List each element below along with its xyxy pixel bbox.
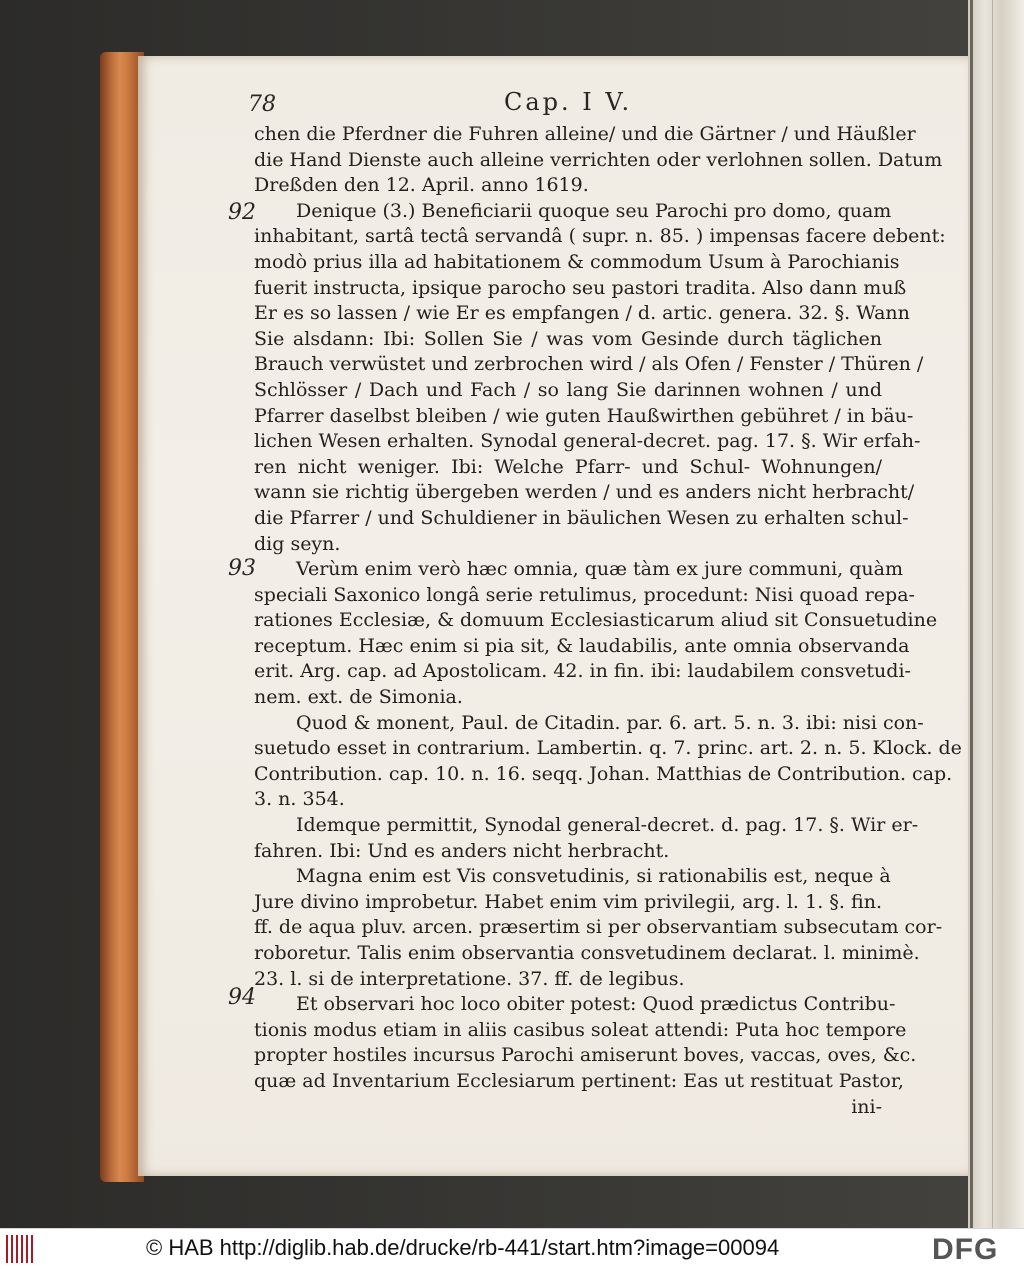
text-line: ff. de aqua pluv. arcen. præsertim si per observantiam subsecutam cor- — [254, 916, 943, 939]
page-header — [248, 86, 888, 120]
text-line: die Hand Dienste auch alleine verrichten oder verlohnen sollen. Datum — [254, 148, 943, 171]
text-line: nem. ext. de Simonia. — [254, 686, 463, 709]
text-line: modò prius illa ad habitationem & commodum Usum à Parochianis — [254, 250, 900, 273]
text-line: suetudo esset in contrarium. Lambertin. q. 7. princ. art. 2. n. 5. Klock. de — [254, 737, 962, 760]
page-stack-edge — [968, 0, 1024, 1228]
text-line: rationes Ecclesiæ, & domuum Ecclesiasticarum aliud sit Consuetudine — [254, 609, 938, 632]
copyright-link[interactable]: © HAB http://diglib.hab.de/drucke/rb-441/start.htm?image=00094 — [146, 1235, 780, 1260]
text-line: receptum. Hæc enim si pia sit, & laudabilis, ante omnia observanda — [254, 634, 910, 657]
text-line: roboretur. Talis enim observantia consvetudinem declarat. l. minimè. — [254, 942, 920, 964]
text-line: 23. l. si de interpretatione. 37. ff. de legibus. — [254, 967, 685, 990]
text-line: dig seyn. — [254, 532, 341, 555]
text-line: Jure divino improbetur. Habet enim vim privilegii, arg. l. 1. §. fin. — [254, 890, 882, 913]
margin-number-93: 93 — [228, 556, 256, 581]
text-line: quæ ad Inventarium Ecclesiarum pertinent: Eas ut restituat Pastor, — [254, 1069, 904, 1092]
margin-number-94: 94 — [228, 985, 256, 1010]
text-line: 3. n. 354. — [254, 788, 345, 811]
text-line: wann sie richtig übergeben werden / und es anders nicht herbracht/ — [254, 481, 915, 504]
text-line: die Pfarrer / und Schuldiener in bäulichen Wesen zu erhalten schul- — [254, 506, 909, 529]
page-text — [254, 122, 962, 1120]
text-line: Denique (3.) Beneficiarii quoque seu Parochi pro domo, quam — [296, 199, 892, 222]
text-line: Verùm enim verò hæc omnia, quæ tàm ex jure communi, quàm — [296, 558, 903, 581]
text-line: Et observari hoc loco obiter potest: Quod prædictus Contribu- — [296, 993, 896, 1016]
text-line: Pfarrer daselbst bleiben / wie guten Haußwirthen gebühret / in bäu- — [254, 404, 914, 427]
text-line: chen die Pferdner die Fuhren alleine/ und die Gärtner / und Häußler — [254, 123, 916, 145]
text-line: tionis modus etiam in aliis casibus soleat attendi: Puta hoc tempore — [254, 1018, 907, 1041]
text-line: Er es so lassen / wie Er es empfangen / d. artic. genera. 32. §. Wann — [254, 302, 910, 325]
text-line: Idemque permittit, Synodal general-decret. d. pag. 17. §. Wir er- — [296, 814, 919, 837]
text-line: Magna enim est Vis consvetudinis, si rationabilis est, neque à — [296, 865, 891, 888]
text-line: Dreßden den 12. April. anno 1619. — [254, 174, 589, 197]
text-line: Schlösser / Dach und Fach / so lang Sie darinnen wohnen / und — [254, 378, 882, 401]
text-line: lichen Wesen erhalten. Synodal general-decret. pag. 17. §. Wir erfah- — [254, 430, 921, 453]
text-line: propter hostiles incursus Parochi amiserunt boves, vaccas, oves, &c. — [254, 1044, 917, 1067]
hab-logo-icon — [4, 1235, 38, 1263]
page-number: 78 — [248, 92, 276, 117]
dfg-logo: DFG — [932, 1233, 999, 1266]
chapter-title: Cap. I V. — [504, 88, 633, 116]
text-line: Quod & monent, Paul. de Citadin. par. 6. art. 5. n. 3. ibi: nisi con- — [296, 711, 924, 734]
text-line: fahren. Ibi: Und es anders nicht herbracht. — [254, 839, 670, 862]
text-line: ren nicht weniger. Ibi: Welche Pfarr- und Schul- Wohnungen/ — [254, 455, 882, 478]
text-line: Contribution. cap. 10. n. 16. seqq. Johan. Matthias de Contribution. cap. — [254, 762, 953, 785]
text-line: erit. Arg. cap. ad Apostolicam. 42. in fin. ibi: laudabilem consvetudi- — [254, 660, 911, 683]
text-line: Brauch verwüstet und zerbrochen wird / als Ofen / Fenster / Thüren / — [254, 353, 924, 376]
margin-number-92: 92 — [228, 200, 256, 225]
footer-bar — [0, 1228, 1024, 1269]
text-line: fuerit instructa, ipsique parocho seu pastori tradita. Also dann muß — [254, 276, 907, 299]
catchword: ini- — [851, 1095, 882, 1118]
text-line: inhabitant, sartâ tectâ servandâ ( supr. n. 85. ) impensas facere debent: — [254, 225, 946, 248]
text-line: Sie alsdann: Ibi: Sollen Sie / was vom Gesinde durch täglichen — [254, 327, 882, 350]
text-line: speciali Saxonico longâ serie retulimus, procedunt: Nisi quoad repa- — [254, 583, 915, 606]
